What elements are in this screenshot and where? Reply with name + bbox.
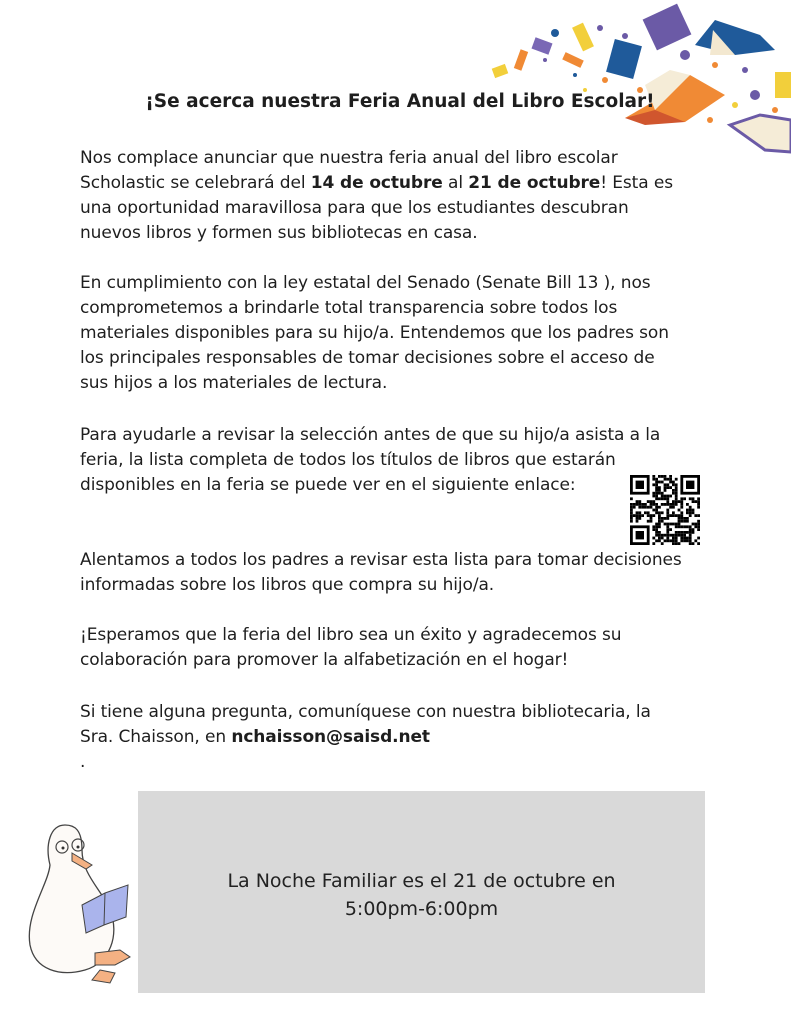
flying-books-illustration [485,0,791,160]
paragraph-line: sus hijos a los materiales de lectura. [80,373,388,393]
qr-code[interactable] [630,475,700,545]
paragraph-line: los principales responsables de tomar decisiones sobre el acceso de [80,348,655,368]
paragraph-line: . [80,752,86,772]
paragraph-line: Para ayudarle a revisar la selección antes de que su hijo/a asista a la [80,425,661,445]
family-night-time: 5:00pm-6:00pm [344,898,499,920]
paragraph-line: materiales disponibles para su hijo/a. Entendemos que los padres son [80,323,669,343]
paragraph-line: feria, la lista completa de todos los títulos de libros que estarán [80,450,616,470]
paragraph-line [80,725,430,750]
paragraph-line: informadas sobre los libros que compra su hijo/a. [80,575,495,595]
paragraph-line: Alentamos a todos los padres a revisar esta lista para tomar decisiones [80,550,682,570]
paragraph-line: comprometemos a brindarle total transparencia sobre todos los [80,298,618,318]
paragraph-line: En cumplimiento con la ley estatal del Senado (Senate Bill 13 ), nos [80,273,651,293]
page-title: ¡Se acerca nuestra Feria Anual del Libro Escolar! [145,91,655,112]
paragraph-line: Nos complace anunciar que nuestra feria anual del libro escolar [80,148,618,168]
book-icon [492,4,791,152]
paragraph-line: Si tiene alguna pregunta, comuníquese con nuestra bibliotecaria, la [80,702,651,722]
text: ! Esta es [600,173,673,193]
librarian-email[interactable]: nchaisson@saisd.net [231,727,430,747]
family-night-text: La Noche Familiar es el 21 de octubre en [227,870,616,892]
text: Sra. Chaisson, en [80,727,232,747]
paragraph-line: una oportunidad maravillosa para que los estudiantes descubran [80,198,629,218]
paragraph-line: ¡Esperamos que la feria del libro sea un éxito y agradecemos su [80,625,622,645]
start-date: 14 de octubre [310,173,443,193]
paragraph-line: disponibles en la feria se puede ver en el siguiente enlace: [80,475,576,495]
paragraph-line: colaboración para promover la alfabetización en el hogar! [80,650,569,670]
goose-reading-illustration [20,805,140,985]
text: al [442,173,469,193]
family-night-box [138,791,705,993]
text: Scholastic se celebrará del [80,173,311,193]
paragraph-line [80,171,673,196]
paragraph-line: nuevos libros y formen sus bibliotecas en casa. [80,223,478,243]
end-date: 21 de octubre [468,173,601,193]
